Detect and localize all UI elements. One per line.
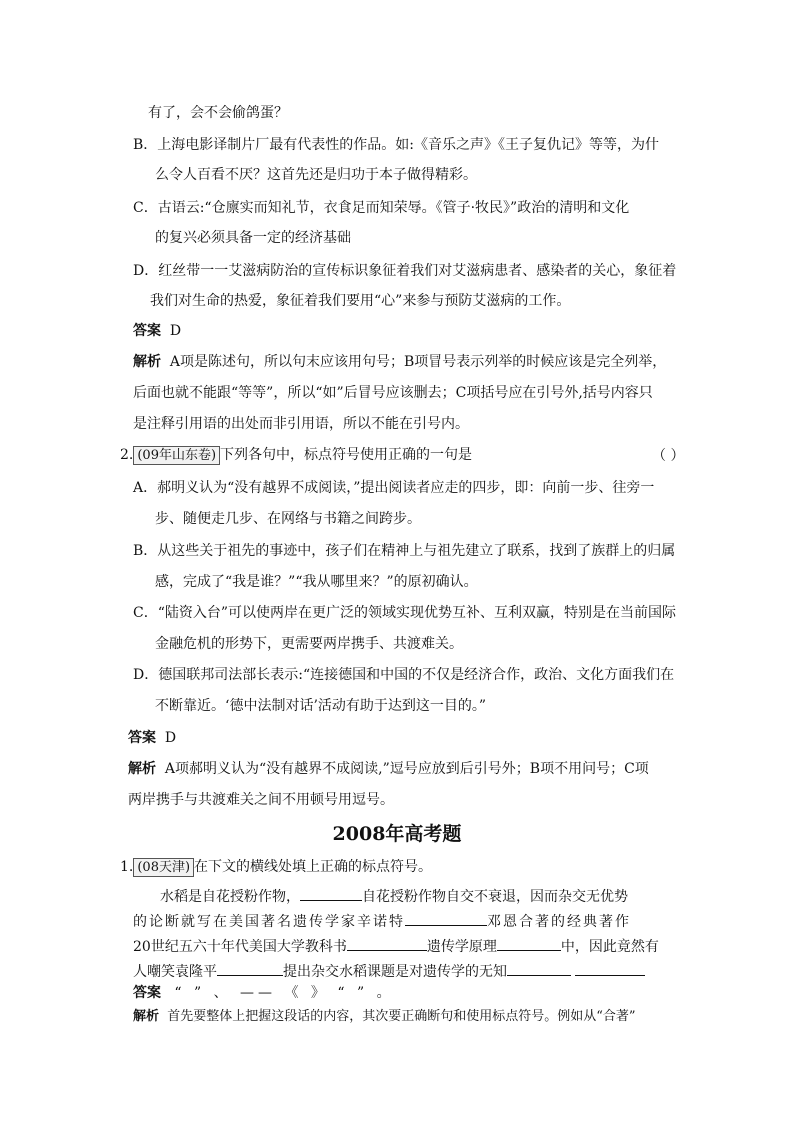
fill-blank[interactable] xyxy=(217,961,283,976)
q1-analysis-line1: 解析 A项是陈述句，所以句末应该用句号；B项冒号表示列举的时候应该是完全列举， xyxy=(133,354,667,370)
q3-passage-line3: 20世纪五六十年代美国大学教科书 遗传学原理 中，因此竟然有 xyxy=(133,936,659,956)
q2-option-d-line1: D．德国联邦司法部长表示:“连接德国和中国的不仅是经济合作，政治、文化方面我们在 xyxy=(133,667,675,683)
answer-value: “ ” 、 —— 《 》 “ ” 。 xyxy=(174,985,395,1001)
source-tag: (09年山东卷) xyxy=(133,446,220,465)
question-number: 2. xyxy=(120,447,134,463)
answer-label: 答案 xyxy=(133,985,161,1001)
q1-analysis-line2: 后面也就不能跟“等等”，所以“如”后冒号应该删去；C项括号应在引号外,括号内容只 xyxy=(133,385,653,401)
answer-label: 答案 xyxy=(133,323,161,339)
q3-passage-line2: 的论断就写在美国著名遗传学家辛诺特 邓恩合著的经典著作 xyxy=(133,911,631,931)
answer-bracket: （ ） xyxy=(652,448,685,464)
question-text: 下列各句中，标点符号使用正确的一句是 xyxy=(220,447,473,463)
source-tag: (08天津) xyxy=(133,858,194,877)
q2-option-b-line2: 感，完成了“我是谁？”“我从哪里来？”的原初确认。 xyxy=(155,574,478,590)
q2-option-a-line1: A．郝明义认为“没有越界不成阅读，”提出阅读者应走的四步，即：向前一步、往旁一 xyxy=(133,480,655,496)
q1-option-d-line1: D．红丝带一一艾滋病防治的宣传标识象征着我们对艾滋病患者、感染者的关心，象征着 xyxy=(133,263,677,279)
fill-blank[interactable] xyxy=(347,936,427,951)
fill-blank[interactable] xyxy=(575,961,645,976)
q1-option-c-line1: C．古语云:“仓廪实而知礼节，衣食足而知荣辱。《管子·牧民》”政治的清明和文化 xyxy=(133,200,630,216)
q3-answer xyxy=(133,984,395,1002)
q2-option-b-line1: B．从这些关于祖先的事迹中，孩子们在精神上与祖先建立了联系，找到了族群上的归属 xyxy=(133,543,676,559)
answer-label: 答案 xyxy=(128,730,156,746)
analysis-label: 解析 xyxy=(133,1009,160,1024)
q2-analysis-line1: 解析 A项郝明义认为“没有越界不成阅读,”逗号应放到后引号外；B项不用问号；C项 xyxy=(128,761,649,777)
question-number: 1. xyxy=(120,859,134,875)
analysis-label: 解析 xyxy=(128,761,156,777)
q2-analysis-line2: 两岸携手与共渡难关之间不用顿号用逗号。 xyxy=(128,792,394,808)
q3-passage-line4: 人嘲笑袁隆平 提出杂交水稻课题是对遗传学的无知 xyxy=(133,961,645,981)
q1-option-b-line2: 么令人百看不厌？这首先还是归功于本子做得精彩。 xyxy=(155,167,477,183)
q1-option-b-line1: B．上海电影译制片厂最有代表性的作品。如:《音乐之声》《王子复仇记》等等，为什 xyxy=(133,137,660,153)
q3-passage-line1: 水稻是自花授粉作物， 自花授粉作物自交不衰退，因而杂交无优势 xyxy=(160,886,628,906)
q1-option-d-line2: 我们对生命的热爱，象征着我们要用“心”来参与预防艾滋病的工作。 xyxy=(150,293,571,309)
q1-option-c-line2: 的复兴必须具备一定的经济基础 xyxy=(155,230,351,246)
q1-stem-tail: 有了，会不会偷鸽蛋？ xyxy=(148,105,288,121)
section-title: 2008年高考题 xyxy=(332,823,462,845)
q1-analysis-line3: 是注释引用语的出处而非引用语，所以不能在引号内。 xyxy=(133,416,469,432)
fill-blank[interactable] xyxy=(405,911,487,926)
answer-value: D xyxy=(169,323,182,339)
analysis-label: 解析 xyxy=(133,354,161,370)
q2-option-c-line1: C．“陆资入台”可以使两岸在更广泛的领域实现优势互补、互利双赢，特别是在当前国际 xyxy=(133,605,677,621)
q2-answer xyxy=(128,729,176,747)
q2-stem xyxy=(120,446,472,465)
q2-option-a-line2: 步、随便走几步、在网络与书籍之间跨步。 xyxy=(155,511,421,527)
fill-blank[interactable] xyxy=(507,961,571,976)
q2-option-d-line2: 不断靠近。‘德中法制对话’活动有助于达到这一目的。” xyxy=(155,698,487,714)
fill-blank[interactable] xyxy=(300,886,362,901)
q3-stem xyxy=(120,858,432,877)
q2-option-c-line2: 金融危机的形势下，更需要两岸携手、共渡难关。 xyxy=(155,636,463,652)
q3-analysis-line1: 解析 首先要整体上把握这段话的内容，其次要正确断句和使用标点符号。例如从“合著” xyxy=(133,1009,636,1024)
q1-answer xyxy=(133,322,181,340)
fill-blank[interactable] xyxy=(497,936,561,951)
question-text: 在下文的横线处填上正确的标点符号。 xyxy=(194,859,433,875)
answer-value: D xyxy=(164,730,177,746)
